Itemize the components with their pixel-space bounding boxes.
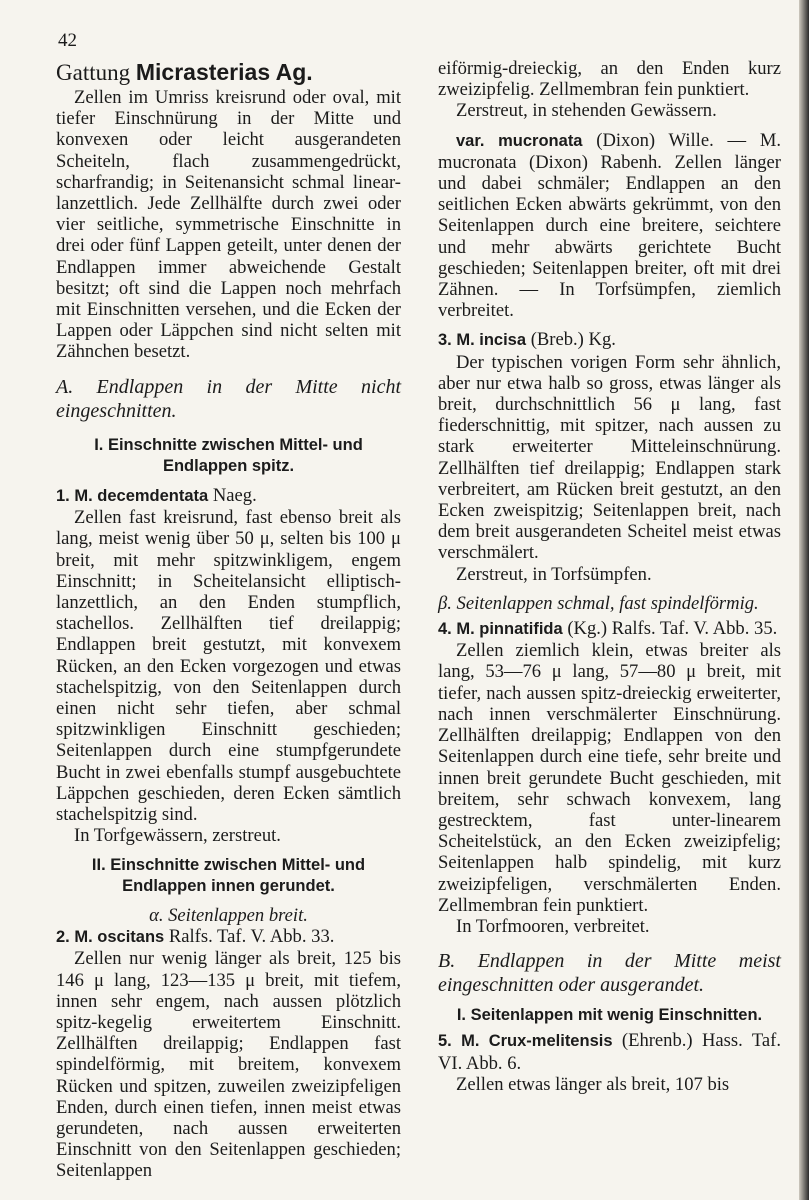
left-column [56,58,401,1182]
page-number: 42 [58,30,77,51]
species-5-name: 5. M. Crux-melitensis [438,1032,613,1051]
species-4-name: 4. M. pinnatifida [438,620,563,639]
section-b-heading: B. Endlappen in der Mitte meist eingeschnitten oder ausgerandet. [438,950,781,997]
species-3-title [438,329,781,351]
subheading-alpha: α. Seitenlappen breit. [149,904,308,926]
subheading-beta: β. Seitenlappen schmal, fast spindelförmig. [438,592,759,614]
species-2-name: 2. M. oscitans [56,928,165,947]
species-2-description: Zellen nur wenig länger als breit, 125 bis 146 μ lang, 123—135 μ breit, mit tiefem, innen sehr engem, nach aussen plötzlich spitz-kegelig erweitertem Einschnitt. Zellhälften dreilappig; Endlappen fast spindelförmig, mit breitem, konvexem Rücken und spitzen, zuweilen zweizipfeligen Enden, durch einen tiefen, innen meist etwas gerundeten, nach aussen erweiterten Einschnitt von den Seitenlappen geschieden; Seitenlappen [56,948,401,1182]
heading-I: I. Einschnitte zwischen Mittel- und Endlappen spitz. [94,435,363,475]
section-a-heading: A. Endlappen in der Mitte nicht eingeschnitten. [56,375,401,422]
right-column [438,58,781,1095]
genus-prefix: Gattung [56,60,136,85]
variety-name: var. mucronata [456,131,583,150]
species-3-name: 3. M. incisa [438,331,527,350]
species-3-habitat: Zerstreut, in Torfsümpfen. [456,563,652,585]
genus-intro: Zellen im Umriss kreisrund oder oval, mit tiefer Einschnürung in der Mitte und konvexen oder leicht ausgerandeten Scheiteln, flach zusammengedrückt, scharfrandig; in Seitenansicht schmal linear-lanzettlich. Jede Zellhälfte durch zwei oder vier seitliche, symmetrische Einschnitte in drei oder fünf Lappen geteilt, unter denen der Endlappen immer abweichende Gestalt besitzt; oft sind die Lappen noch mehrfach mit Einschnitten versehen, und die Ecken der Lappen oder Läppchen sind nicht selten mit Zähnchen besetzt. [56,87,401,363]
heading-II: II. Einschnitte zwischen Mittel- und Endlappen innen gerundet. [91,855,366,895]
continued-description: eiförmig-dreieckig, an den Enden kurz zweizipfelig. Zellmembran fein punktiert. [438,58,781,101]
species-4-habitat: In Torfmooren, verbreitet. [456,915,650,937]
species-5-title [438,1030,781,1073]
species-1-description: Zellen fast kreisrund, fast ebenso breit als lang, meist wenig über 50 μ, selten bis 100 μ breit, mit mehr spitzwinkligem, engem Einschnitt; in Scheitelansicht elliptisch-lanzettlich, an den Enden stumpflich, stachellos. Zellhälften tief dreilappig; Endlappen breit gestutzt, mit konvexem Rücken, an den Ecken vorgezogen und etwas stachelspitzig, von den Seitenlappen durch einen nicht sehr tiefen, aber schmal spitzwinkligen Einschnitt geschieden; Seitenlappen durch eine stumpfgerundete Bucht in zwei ebenfalls stumpf ausgebuchtete Läppchen geschieden, deren Ecken sämtlich stachelspitzig sind. [56,507,401,826]
genus-heading [56,58,401,87]
species-5-description: Zellen etwas länger als breit, 107 bis [456,1073,730,1095]
genus-name: Micrasterias Ag. [135,59,313,85]
species-2-author: Ralfs. Taf. V. Abb. 33. [164,926,335,948]
species-4-description: Zellen ziemlich klein, etwas breiter als lang, 53—76 μ lang, 57—80 μ breit, mit tiefer, nach aussen spitz-dreieckig erweiterter, nach innen verschmälerter Einschnürung. Zellhälften dreilappig; Endlappen von den Seitenlappen durch eine tiefe, sehr breite und innen breit gerundete Bucht geschieden, mit breitem, sehr schwach konvexem, lang gestrecktem, fast unter-linearem Scheitelstück, an den Ecken zweizipfelig; Seitenlappen halb spindelig, mit kurz zweizipfeligen, verschmälerten Enden. Zellmembran fein punktiert. [438,640,781,916]
species-3-author: (Breb.) Kg. [526,329,616,351]
species-1-title [56,485,401,507]
species-2-title [56,926,401,948]
species-4-title [438,618,781,640]
species-5-author: (Ehrenb.) Hass. Taf. VI. Abb. 6. [438,1030,781,1074]
species-1-name: 1. M. decemdentata [56,487,209,506]
species-1-author: Naeg. [208,485,257,507]
heading-B-I: I. Seitenlappen mit wenig Einschnitten. [456,1006,763,1025]
variety-description: (Dixon) Wille. — M. mucronata (Dixon) Rabenh. Zellen länger und dabei schmäler; Endlappen an den seitlichen Ecken abwärts gekrümmt, von den Seitenlappen durch eine breitere, seichtere und mehr abwärts gerichtete Bucht geschieden; Seitenlappen breiter, oft mit drei Zähnen. — In Torfsümpfen, ziemlich verbreitet. [438,129,782,322]
species-4-author: (Kg.) Ralfs. Taf. V. Abb. 35. [562,618,778,640]
page-edge-shadow [799,0,809,1200]
variety-paragraph [438,130,781,322]
species-3-description: Der typischen vorigen Form sehr ähnlich, aber nur etwa halb so gross, etwas länger als breit, durchschnittlich 56 μ lang, fast fiederschnittig, mit spitzer, nach aussen zu stark erweiterter Mitteleinschnürung. Zellhälften tief dreilappig; Endlappen stark verbreitert, am Rücken breit gestutzt, an den Ecken zweispitzig; Seitenlappen breit, nach dem breit ausgerandeten Scheitel meist etwas verschmälert. [438,351,781,564]
continued-habitat: Zerstreut, in stehenden Gewässern. [456,100,717,122]
species-1-habitat: In Torfgewässern, zerstreut. [74,825,281,847]
